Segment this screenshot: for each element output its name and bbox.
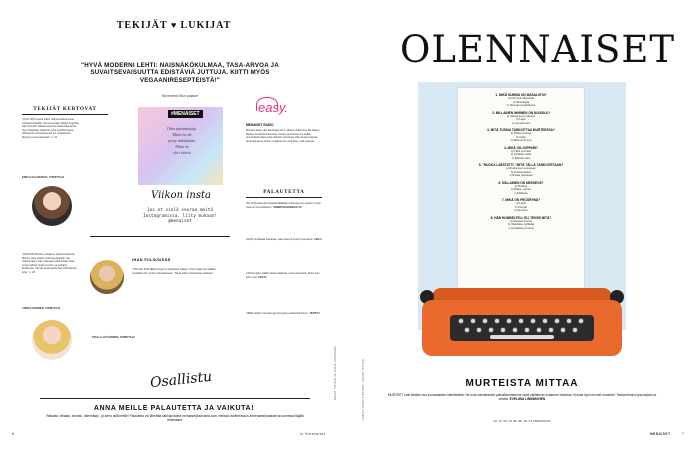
divider bbox=[246, 197, 322, 198]
quiz-question: 4. MIKÄ ON JOPPARI? bbox=[504, 145, 538, 150]
typewriter-key bbox=[500, 327, 506, 333]
typewriter-key bbox=[542, 318, 548, 324]
palautetta-tag: TARJA bbox=[257, 275, 267, 279]
quiz-option: b) Vääntelee tyylikkää bbox=[507, 223, 535, 226]
page-number: 6 bbox=[12, 432, 14, 436]
ihan-text: "ON-OFF-SUHTEESI jonga on kukoistaa Jälleen. Ahmin lajia sen kaikkia musiikkia ihon jonkin vahvistukseen. Tämä teksti ruohottavaa nimitetty." bbox=[132, 268, 216, 275]
typewriter-spacebar bbox=[490, 335, 554, 339]
header-left: TEKIJÄT bbox=[116, 20, 168, 31]
author-photo-1 bbox=[32, 186, 72, 226]
ihan-sig: STELLA-HYVÄRINEN, TOIMITTAJA bbox=[92, 336, 135, 339]
typewriter-key bbox=[512, 327, 518, 333]
magazine-label: MENAISET bbox=[650, 432, 671, 436]
quiz-option: b) Rikas, vauras bbox=[511, 188, 531, 191]
typewriter-keyboard bbox=[450, 315, 594, 341]
insta-caption: Jos et vielä seuraa meitä Instagramissa, liity mukaan! @menaiset bbox=[142, 208, 217, 225]
typewriter-key bbox=[578, 318, 584, 324]
typewriter-key bbox=[554, 318, 560, 324]
col1-sig1: EMILIA SALORANTA, TOIMITTAJA bbox=[22, 176, 65, 179]
typewriter-key bbox=[494, 318, 500, 324]
osallistu-script: Osallistu bbox=[149, 368, 213, 392]
insta-line: pysty mihinkään. bbox=[168, 138, 196, 143]
easy-text: Muuttuu Easy Hits kanavaksi 30.3. alkaen! Kiihtimme Me Naiset Radion kuulijoita kuluneina vuosina ja toivotamme kaikki tervetulleiksi Easy Hits-radiolle! Uusi Easy Hits-kanava tarjoaa rentouttavaa ja tuttua musiikkia niin vanhasta, mitä uudesta. bbox=[246, 129, 320, 143]
typewriter-key bbox=[482, 318, 488, 324]
typewriter-key bbox=[530, 318, 536, 324]
quiz-option: a) Leipä bbox=[516, 202, 526, 205]
quiz-option: b) Lapsi bbox=[516, 118, 526, 121]
typewriter-key bbox=[506, 318, 512, 324]
credit-vertical: TEKSTI JOUNI TUNTURI • KUVAT ISTOCK bbox=[362, 358, 365, 420]
easy-logo: easy. bbox=[258, 100, 289, 115]
insta-line: ole riittävä bbox=[173, 150, 191, 155]
typewriter-key bbox=[470, 318, 476, 324]
insta-line: Olen epäonnistuja. bbox=[167, 126, 197, 131]
pull-quote: "HYVÄ MODERNI LEHTI: NAISNÄKÖKULMAA, TASA-ARVOA JA SUVAITSEVAISUUTTA EDISTÄVIÄ JUTTUJA. KIITTI MYÖS VEGAANIRESEPTEISTÄ!" bbox=[81, 62, 279, 84]
insta-text bbox=[150, 126, 214, 156]
quiz-question: 5. "RUOKA LAESTATTI." MITÄ TÄLLÄ TARKOITETAAN? bbox=[478, 163, 564, 167]
quiz-option: c) Neuvoja puutarhansa bbox=[506, 104, 536, 107]
quiz-option: c) Ruoka pannassa bbox=[509, 174, 533, 177]
subheading: MURTEISTA MITTAA bbox=[465, 378, 579, 389]
typewriter-key bbox=[560, 327, 566, 333]
intro-body: MURTEET ovat tänään osa suomalaisten identiteettiä. Ne ovat vahvistaneet paikallisuuttamme sekä välittäneet maamme historian. Kuinka hyvin tunnet murteita? Testaa tietoisi kysymyksin ja selvitä. bbox=[387, 393, 657, 402]
quiz-option: a) Pehmeä villamaatti bbox=[508, 97, 534, 100]
divider bbox=[90, 236, 230, 237]
intro-sig: EVELIINA LINNIMOHEN bbox=[509, 397, 546, 402]
palautetta-tag: HELLI bbox=[314, 238, 322, 241]
typewriter-key bbox=[488, 327, 494, 333]
quiz-option: c) Hevonen bbox=[514, 209, 528, 212]
page-title: OLENNAISET bbox=[400, 28, 676, 71]
quiz-option: a) Kävelee lomma bbox=[510, 219, 532, 223]
intro-text bbox=[386, 393, 658, 402]
quiz-option: c) Herättelee ja toimii bbox=[508, 226, 534, 230]
quiz-question: 1. MIKÄ KUMMA ON MASALIITSI? bbox=[495, 93, 547, 97]
quiz-option: b) Muinaisjää bbox=[513, 100, 529, 104]
header-right: LUKIJAT bbox=[180, 20, 232, 31]
quiz-option: b) Kielto bbox=[516, 135, 526, 139]
col1-text2: "HAASTATTELIN jo aloajana työskennellessä Merviä, joka päättyi unelmaryöhämän niin reiluimmaksi. Hän otessaan pitkä hitaan hitaa mutta vaihteli yhtä huumorin ja pohjasti kesäkuuta. Tämän keskustelun läpi vielä kaunis juttu." s. 48 bbox=[22, 253, 77, 274]
quiz-question: 2. MILLAINEN IHMINEN ON NUOSKA? bbox=[492, 110, 550, 115]
divider bbox=[40, 398, 310, 399]
insta-line: Minä en ole bbox=[172, 132, 192, 137]
author-photo-3 bbox=[90, 260, 124, 294]
feedback-text: Rakasta, vihaatu, innostu, hämmästy - ja kerro siitä meille! Palautetta voi lähettää sähköpostitse menaiset@sanoma.com, netissä osoitteessa is.fi/menaiset/palaute tai somessa tägillä #menaiset. bbox=[46, 414, 304, 423]
author-photo-2 bbox=[32, 320, 72, 360]
quiz-option: a) Vihaa kuvassa bbox=[510, 132, 532, 135]
quiz-option: b) Pyhästä ruoka bbox=[510, 153, 532, 156]
palautetta-item bbox=[246, 272, 322, 279]
right-page bbox=[348, 0, 696, 449]
col1-text1: "OLIN VIISI vuotta sitten Hollywoodissa Lena Lelkeitän keikalla, Seuruevieraan tilttelin Angelina. Hän kiinnosti sidoskunsa kommaskustkameroa, Nyt hoistellaan julkitesan aina entittihinnassa. Hollywood-menestyksestä iso, Angelinoiss täytoiny huosa tätevästi." s. 12 bbox=[22, 118, 80, 139]
quiz-option: a) Ruoka kuumennetaan bbox=[506, 167, 536, 170]
typewriter-key bbox=[566, 318, 572, 324]
quiz-option: a) Tähti lumossa bbox=[511, 149, 531, 153]
quiz-option: c) Mielevä tai sivu bbox=[510, 139, 532, 142]
col1-sig2: LINNEA MANNER, TOIMITTAJA bbox=[22, 307, 61, 310]
typewriter-key bbox=[476, 327, 482, 333]
typewriter-key bbox=[458, 318, 464, 324]
typewriter-key bbox=[464, 327, 470, 333]
palautetta-text: VIIME lehden horoskooppi oli hyvä ja mielenkiintoinen. bbox=[246, 312, 309, 315]
feedback-title: ANNA MEILLE PALAUTETTA JA VAIKUTA! bbox=[93, 405, 255, 412]
typewriter-key bbox=[518, 318, 524, 324]
insta-script-heading: Viikon insta bbox=[151, 190, 211, 201]
quiz-option: b) Ruoka kesken bbox=[510, 170, 532, 174]
quiz-question: 7. MIKÄ ON FRÖÖRYNÄ? bbox=[501, 198, 541, 202]
quiz-option: a) Mukava bbox=[514, 184, 528, 188]
page-header bbox=[0, 20, 348, 31]
quiz-option: c) Elämän koko bbox=[511, 156, 531, 160]
palautetta-item bbox=[246, 312, 322, 316]
quiz-option: a) Vastaa kysymykseen bbox=[506, 114, 536, 118]
quiz-question: 3. MITÄ TUSINA TARKOITTAA MURTEESSA? bbox=[487, 128, 555, 132]
typewriter-key bbox=[572, 327, 578, 333]
palautetta-item bbox=[246, 202, 322, 209]
palautetta-tag: TERTTU bbox=[309, 312, 320, 315]
insta-line: Minä en bbox=[175, 144, 189, 149]
typewriter-key bbox=[524, 327, 530, 333]
palautetta-tag: ANNEPOHJANMAALTA bbox=[272, 205, 302, 209]
palautetta-item bbox=[246, 238, 322, 242]
quiz-option: b) Kengät bbox=[515, 205, 527, 209]
typewriter-key bbox=[548, 327, 554, 333]
easy-heading: MENAISET RADIO bbox=[246, 123, 274, 127]
quiz-option: c) Mahtava bbox=[514, 191, 528, 195]
quiz-option: c) Lempeä lumi bbox=[511, 121, 531, 125]
insta-hashtag: #MENAISET bbox=[168, 110, 203, 118]
col1-heading: TEKIJÄT KERTOVAT bbox=[33, 107, 97, 112]
palautetta-text: OLI KIVA lukea Eva Natalia Mäkelän koiranpennun jutusta. Liityin Suomen kennelliittoon. bbox=[246, 202, 321, 209]
heart-icon: ♥ bbox=[170, 20, 181, 30]
answers-upside-down: VASTAUKSET 1A, 2C, 3B, 4B, 5C, 6A, 7C, 8C bbox=[493, 419, 551, 423]
palautetta-heading: PALAUTETTA bbox=[263, 190, 305, 195]
ihan-heading: IHAN FIILIKSISSÄ bbox=[132, 258, 171, 262]
quote-source: Nimimerkki Iltun palaute bbox=[161, 94, 199, 98]
quiz-question: 6. MILLAINEN ON MESSEVÄ? bbox=[498, 180, 544, 185]
footer-url[interactable]: is.fi/menaiset bbox=[300, 432, 326, 436]
signal-icon bbox=[256, 97, 278, 111]
quiz-question: 8. HÄN HOMBELTELI. ELI TEKEE MITÄ? bbox=[490, 215, 552, 220]
credit-vertical: KUVAT ISTOCK JA SOFIA SUOMINEN bbox=[334, 345, 337, 400]
page-number: 7 bbox=[682, 432, 684, 436]
divider bbox=[22, 114, 108, 115]
palautetta-text: AIVAN pakko kiittää Vantin kalaketin nesta tekemistä. Kiitos kiva juttu myö. bbox=[246, 272, 320, 279]
typewriter-key bbox=[536, 327, 542, 333]
palautetta-text: OLIPA piristävää luettavaa, siisti teksti ja kuvat hyvä lukuin. bbox=[246, 238, 314, 241]
